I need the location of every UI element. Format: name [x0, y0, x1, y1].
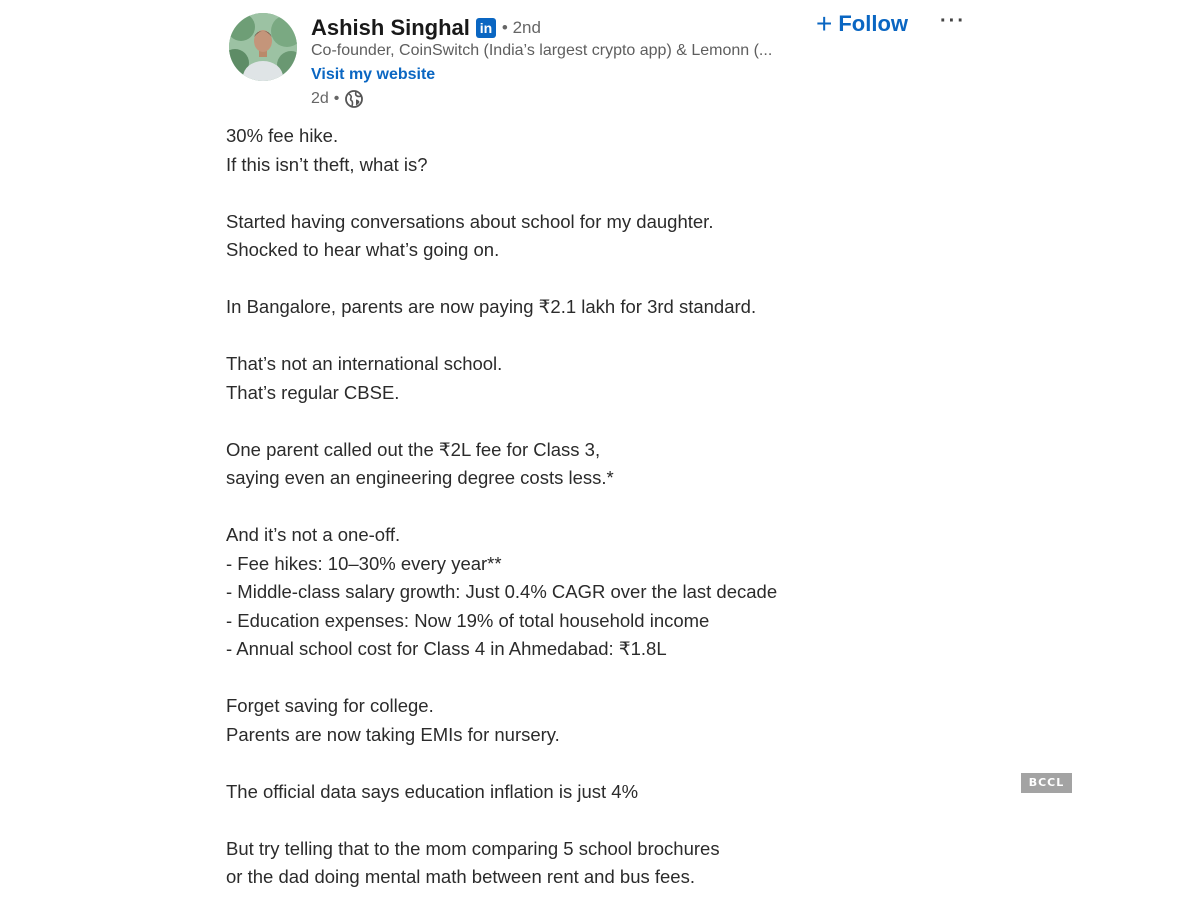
post-text-line: If this isn’t theft, what is?	[226, 153, 428, 175]
blank-line	[226, 664, 866, 693]
more-options-button[interactable]: ···	[940, 10, 966, 32]
post-text-line: 30% fee hike.	[226, 125, 339, 146]
blank-line	[226, 493, 866, 522]
post-text-line: Parents are now taking EMIs for nursery.	[226, 723, 560, 745]
blank-line	[226, 806, 866, 835]
linkedin-icon: in	[476, 18, 496, 38]
blank-line	[226, 265, 866, 294]
blank-line	[226, 407, 866, 436]
visit-website-link[interactable]: Visit my website	[311, 66, 436, 83]
watermark: BCCL	[1021, 773, 1072, 793]
follow-label: Follow	[838, 11, 909, 36]
post-text-line: The official data says education inflation is just 4%	[226, 780, 639, 802]
globe-icon	[344, 89, 364, 109]
post-text-line: Started having conversations about school for my daughter.	[226, 210, 714, 232]
author-name[interactable]: Ashish Singhal	[311, 15, 470, 40]
post-text-line: But try telling that to the mom comparing 5 school brochures	[226, 837, 720, 859]
post-time: 2d	[311, 90, 329, 107]
meta-separator: •	[333, 90, 340, 107]
plus-icon: +	[816, 8, 833, 39]
profile-photo	[229, 13, 297, 81]
author-avatar[interactable]	[229, 13, 297, 81]
post-text-line: saying even an engineering degree costs less.*	[226, 467, 614, 488]
author-name-row	[311, 13, 541, 43]
post-text-line: - Fee hikes: 10–30% every year**	[226, 552, 502, 574]
blank-line	[226, 179, 866, 208]
post-text-line: - Annual school cost for Class 4 in Ahmedabad: ₹1.8L	[226, 638, 667, 659]
blank-line	[226, 749, 866, 778]
post-meta	[311, 89, 364, 109]
post-text-line: or the dad doing mental math between rent and bus fees.	[226, 866, 695, 887]
post-text-line: In Bangalore, parents are now paying ₹2.1 lakh for 3rd standard.	[226, 296, 757, 317]
post-text-line: And it’s not a one-off.	[226, 524, 401, 545]
post-text-line: - Middle-class salary growth: Just 0.4% CAGR over the last decade	[226, 581, 778, 602]
post-text-line: - Education expenses: Now 19% of total household income	[226, 609, 710, 631]
author-headline: Co-founder, CoinSwitch (India’s largest crypto app) & Lemonn (...	[311, 42, 773, 59]
blank-line	[226, 322, 866, 351]
post-text-line: Forget saving for college.	[226, 695, 434, 716]
post-text-line: That’s not an international school.	[226, 353, 503, 374]
post-text-line: That’s regular CBSE.	[226, 381, 400, 403]
follow-button[interactable]	[816, 10, 908, 38]
connection-degree: • 2nd	[501, 18, 541, 37]
post-body	[226, 122, 866, 892]
post-text-line: One parent called out the ₹2L fee for Class 3,	[226, 438, 601, 460]
post-text-line: Shocked to hear what’s going on.	[226, 239, 500, 260]
